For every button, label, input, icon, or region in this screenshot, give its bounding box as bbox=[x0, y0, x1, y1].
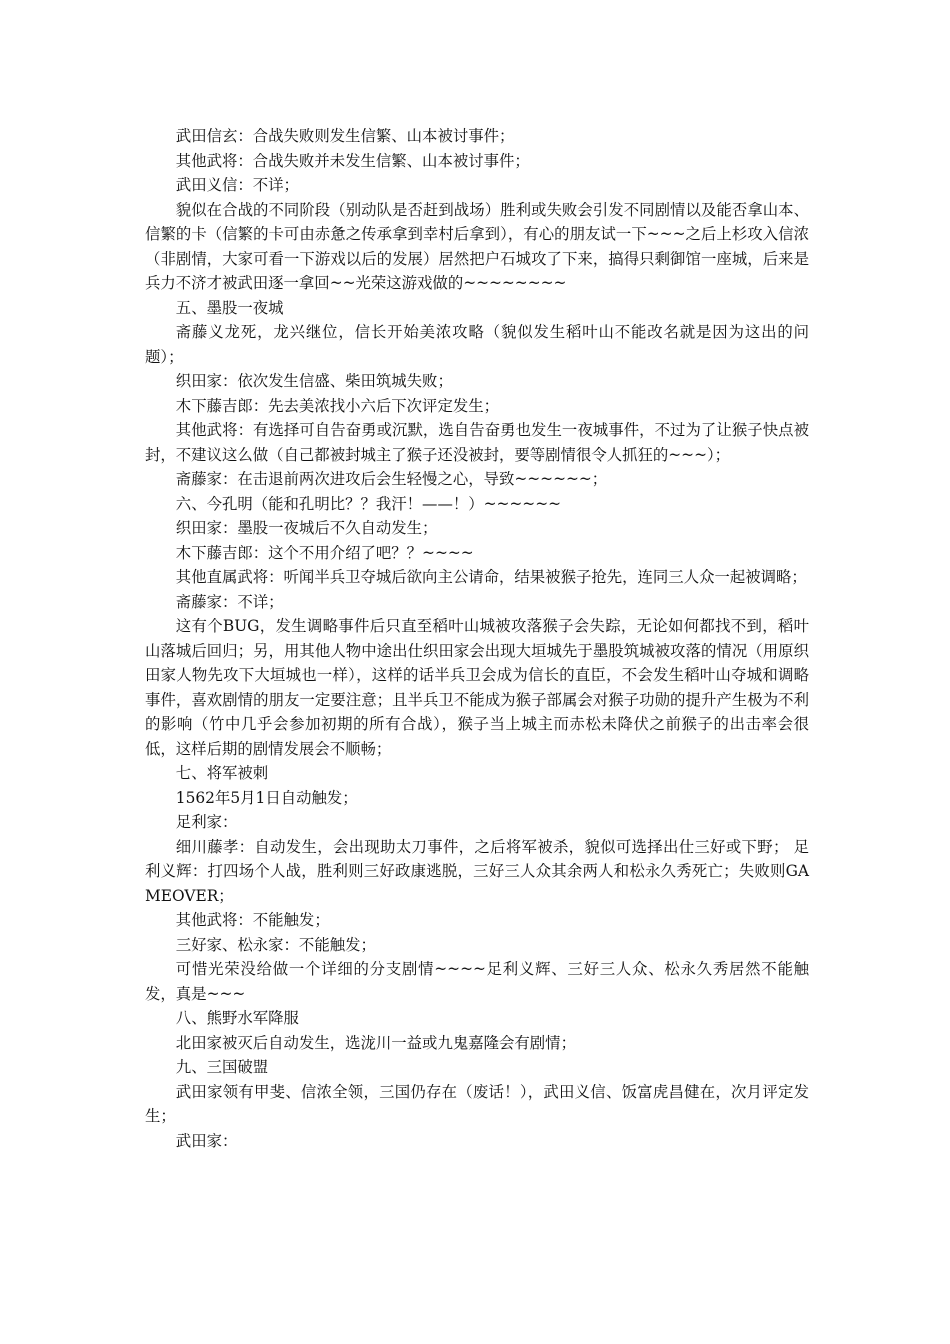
paragraph: 这有个BUG，发生调略事件后只直至稻叶山城被攻落猴子会失踪，无论如何都找不到，稻叶山落城后回归；另，用其他人物中途出仕织田家会出现大垣城先于墨股筑城被攻落的情况（用原织田家人物先攻下大垣城也一样），这样的话半兵卫会成为信长的直臣，不会发生稻叶山夺城和调略事件，喜欢剧情的朋友一定要注意；且半兵卫不能成为猴子部属会对猴子功勋的提升产生极为不利的影响（竹中几乎会参加初期的所有合战），猴子当上城主而赤松未降伏之前猴子的出击率会很低，这样后期的剧情发展会不顺畅； bbox=[145, 617, 809, 758]
paragraph: 1562年5月1日自动触发； bbox=[175, 788, 358, 807]
section-heading: 五、墨股一夜城 bbox=[175, 298, 284, 317]
paragraph: 斋藤家：不详； bbox=[175, 592, 284, 611]
paragraph: 其他武将：有选择可自告奋勇或沉默，选自告奋勇也发生一夜城事件，不过为了让猴子快点被封，不建议这么做（自己都被封城主了猴子还没被封，要等剧情很令人抓狂的~~~）； bbox=[145, 421, 809, 464]
paragraph: 斋藤家：在击退前两次进攻后会生轻慢之心，导致~~~~~~； bbox=[175, 470, 608, 488]
section-heading: 八、熊野水军降服 bbox=[175, 1009, 299, 1027]
paragraph: 武田信玄：合战失败则发生信繁、山本被讨事件； bbox=[175, 127, 515, 145]
paragraph: 武田家领有甲斐、信浓全领，三国仍存在（废话！），武田义信、饭富虎昌健在，次月评定发生； bbox=[145, 1082, 809, 1125]
paragraph: 木下藤吉郎：先去美浓找小六后下次评定发生； bbox=[175, 396, 500, 415]
paragraph: 织田家：依次发生信盛、柴田筑城失败； bbox=[175, 372, 453, 390]
paragraph: 可惜光荣没给做一个详细的分支剧情~~~~足利义辉、三好三人众、松永久秀居然不能触发，真是~~~ bbox=[145, 960, 809, 1003]
paragraph: 足利家： bbox=[175, 813, 238, 831]
paragraph: 武田家： bbox=[175, 1131, 238, 1150]
section-heading: 六、今孔明（能和孔明比？？我汗！——！）~~~~~~ bbox=[175, 494, 561, 513]
section-heading: 七、将军被刺 bbox=[175, 764, 269, 782]
paragraph: 其他武将：合战失败并未发生信繁、山本被讨事件； bbox=[175, 151, 530, 170]
document-body bbox=[145, 124, 809, 1153]
paragraph: 北田家被灭后自动发生，选泷川一益或九鬼嘉隆会有剧情； bbox=[175, 1033, 576, 1052]
paragraph: 细川藤孝：自动发生，会出现助太刀事件，之后将军被杀，貌似可选择出仕三好或下野； 足利义辉：打四场个人战，胜利则三好政康逃脱，三好三人众其余两人和松永久秀死亡；失败则GAMEOVER； bbox=[145, 837, 809, 905]
paragraph: 其他武将：不能触发； bbox=[175, 911, 330, 929]
paragraph: 斋藤义龙死，龙兴继位，信长开始美浓攻略（貌似发生稻叶山不能改名就是因为这出的问题）； bbox=[145, 323, 809, 366]
section-heading: 九、三国破盟 bbox=[175, 1058, 269, 1076]
paragraph: 织田家：墨股一夜城后不久自动发生； bbox=[175, 519, 438, 537]
paragraph: 貌似在合战的不同阶段（别动队是否赶到战场）胜利或失败会引发不同剧情以及能否拿山本、信繁的卡（信繁的卡可由赤惫之传承拿到幸村后拿到），有心的朋友试一下~~~之后上杉攻入信浓（非剧情，大家可看一下游戏以后的发展）居然把户石城攻了下来，搞得只剩御馆一座城，后来是兵力不济才被武田逐一拿回~~光荣这游戏做的~~~~~~~~ bbox=[145, 200, 809, 292]
paragraph: 木下藤吉郎：这个不用介绍了吧？？~~~~ bbox=[175, 543, 474, 562]
paragraph: 武田义信：不详； bbox=[175, 176, 299, 194]
paragraph: 三好家、松永家：不能触发； bbox=[175, 935, 376, 954]
paragraph: 其他直属武将：听闻半兵卫夺城后欲向主公请命，结果被猴子抢先，连同三人众一起被调略； bbox=[175, 568, 807, 586]
